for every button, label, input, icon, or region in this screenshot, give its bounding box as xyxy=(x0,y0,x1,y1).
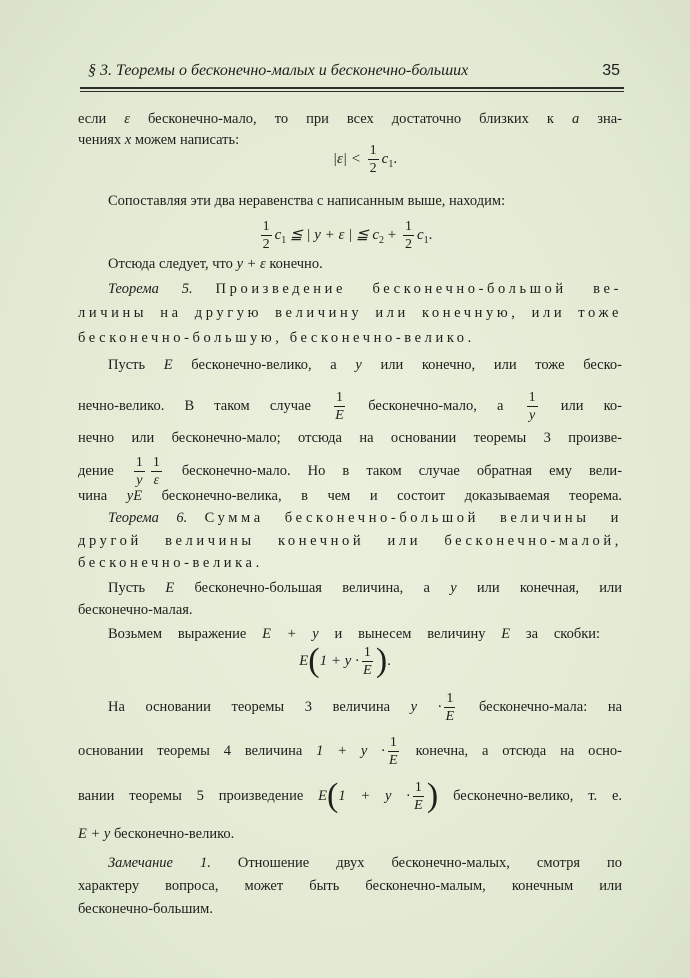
text-segment: 1 xyxy=(389,735,397,751)
text-segment: Сопоставляя эти два неравенства с написанным выше, находим: xyxy=(108,193,506,209)
text-segment: c xyxy=(416,227,424,243)
text-segment: 1 xyxy=(369,143,377,159)
text-segment: бесконечно-большую, бесконечно-велико. xyxy=(78,330,475,346)
text-segment: 1 xyxy=(528,390,536,406)
header-rule xyxy=(80,87,624,89)
theorem-5-line xyxy=(78,304,622,322)
text-segment: y xyxy=(528,408,536,424)
text-line xyxy=(78,455,623,489)
text-segment: конечно. xyxy=(269,256,323,272)
text-segment: Пусть xyxy=(108,580,146,596)
text-line xyxy=(108,625,600,643)
text-segment: 2 xyxy=(379,235,385,246)
text-segment: y xyxy=(450,580,457,596)
text-segment: ( xyxy=(326,777,339,814)
text-segment: личины на другую величину или конечную, или тоже xyxy=(78,305,622,321)
text-line xyxy=(78,131,622,149)
remark-label: Замечание 1. xyxy=(108,855,211,871)
text-segment: конечна, а отсюда на осно- xyxy=(415,743,623,759)
text-segment: бесконечно-мало, а xyxy=(368,398,504,414)
text-segment: c xyxy=(381,151,389,167)
fraction xyxy=(151,454,162,489)
text-segment: Отношение двух бесконечно-малых, смотря по xyxy=(237,855,623,871)
text-segment: 1 xyxy=(414,780,422,796)
text-segment: 1 xyxy=(446,691,454,707)
text-segment: бесконечно-велика. xyxy=(78,555,263,571)
text-segment: y xyxy=(136,473,143,489)
text-segment: y xyxy=(355,357,362,373)
text-segment: 1 xyxy=(363,645,371,661)
text-segment: Произведение бесконечно-большой ве- xyxy=(215,281,622,297)
fraction xyxy=(368,142,379,177)
text-segment: 2 xyxy=(369,161,377,177)
page-number: 35 xyxy=(602,62,620,79)
fraction xyxy=(334,389,345,424)
text-segment: бесконечно-большая величина, а xyxy=(194,580,430,596)
text-segment: 1 xyxy=(262,219,270,235)
text-line xyxy=(78,877,622,895)
text-segment: другой величины конечной или бесконечно-малой, xyxy=(78,533,622,549)
text-segment: E + y xyxy=(78,826,111,842)
text-segment: E xyxy=(363,663,372,679)
text-segment: чениях xyxy=(78,132,122,148)
text-segment: E + y xyxy=(262,626,319,642)
text-segment: бесконечно-малая. xyxy=(78,602,193,618)
text-segment: 1 xyxy=(152,455,160,471)
text-segment: чина xyxy=(78,488,108,504)
text-segment: или ко- xyxy=(560,398,623,414)
text-segment: a xyxy=(571,111,580,127)
text-segment: 2 xyxy=(404,237,412,253)
fraction xyxy=(413,779,424,814)
text-segment: E xyxy=(165,580,175,596)
fraction xyxy=(403,218,414,253)
text-segment: 1 xyxy=(336,390,344,406)
text-segment: y + ε xyxy=(236,256,266,272)
text-segment: x xyxy=(124,132,132,148)
text-segment: Возьмем выражение xyxy=(108,626,247,642)
text-segment: E xyxy=(163,357,173,373)
text-segment: . xyxy=(428,227,433,243)
text-segment: E xyxy=(318,788,327,804)
text-segment: бесконечно-велико, т. е. xyxy=(453,788,623,804)
text-segment: бесконечно-мало, то при всех достаточно близких к xyxy=(147,111,554,127)
text-segment: бесконечно-мала: на xyxy=(478,699,623,715)
text-segment: за скобки: xyxy=(525,626,601,642)
text-segment: 1 xyxy=(388,159,394,170)
remark-line xyxy=(108,854,622,872)
fraction xyxy=(388,734,399,769)
header-rule-thin xyxy=(80,91,624,92)
text-segment: + xyxy=(387,227,397,243)
text-segment: E xyxy=(335,408,344,424)
text-segment: 2 xyxy=(262,237,270,253)
text-segment: 1 xyxy=(135,455,143,471)
text-segment: бесконечно-велика, в чем и состоит доказываемая теорема. xyxy=(161,488,623,504)
text-segment: 1 xyxy=(281,235,287,246)
text-line xyxy=(78,110,622,128)
text-segment: бесконечно-велико. xyxy=(113,826,235,842)
text-line xyxy=(78,735,623,769)
text-segment: c xyxy=(274,227,282,243)
text-segment: бесконечно-велико, а xyxy=(191,357,337,373)
running-header xyxy=(88,62,620,84)
text-segment: или конечная, или xyxy=(476,580,623,596)
text-segment: ) xyxy=(375,642,388,679)
text-segment: E xyxy=(414,798,423,814)
text-segment: нечно или бесконечно-мало; отсюда на основании теоремы 3 произве- xyxy=(78,430,622,446)
text-segment: ε xyxy=(124,111,130,127)
text-segment: ) xyxy=(426,777,439,814)
formula-inequality-1 xyxy=(20,143,690,177)
text-segment: или конечно, или тоже беско- xyxy=(380,357,623,373)
text-segment: 1 + y · xyxy=(338,788,410,804)
theorem-5-line xyxy=(78,329,622,347)
text-segment: 1 xyxy=(404,219,412,235)
theorem-5-line xyxy=(108,280,622,298)
text-segment: E xyxy=(445,709,455,725)
theorem-6-line xyxy=(108,509,622,527)
text-segment: можем написать: xyxy=(134,132,240,148)
text-segment: основании теоремы 4 величина xyxy=(78,743,303,759)
text-segment: c xyxy=(372,227,380,243)
text-segment: дение xyxy=(78,463,114,479)
text-segment: характеру вопроса, может быть бесконечно-малым, конечным или xyxy=(78,878,622,894)
text-segment: Сумма бесконечно-большой величины и xyxy=(204,510,623,526)
text-segment: бесконечно-большим. xyxy=(78,901,213,917)
text-line xyxy=(78,429,622,447)
text-segment: ε xyxy=(153,473,160,489)
text-segment: Пусть xyxy=(108,357,146,373)
text-segment: ( xyxy=(308,642,320,679)
text-line xyxy=(78,825,622,843)
text-segment: если xyxy=(78,111,107,127)
text-segment: 1 + y · xyxy=(319,653,359,669)
theorem-label: Теорема 5. xyxy=(108,281,193,297)
text-segment: и вынесем величину xyxy=(334,626,486,642)
text-segment: 1 + y · xyxy=(316,743,385,759)
text-segment: зна- xyxy=(597,111,623,127)
text-segment: На основании теоремы 3 величина xyxy=(108,699,391,715)
text-line xyxy=(78,601,622,619)
text-line xyxy=(108,579,622,597)
formula-inequality-2 xyxy=(0,219,690,253)
fraction xyxy=(444,690,455,725)
text-line xyxy=(78,390,623,424)
text-segment: y · xyxy=(410,699,442,715)
text-line xyxy=(108,255,622,273)
theorem-6-line xyxy=(78,532,622,550)
text-line xyxy=(78,900,622,918)
text-segment: E xyxy=(389,753,398,769)
text-line xyxy=(78,777,623,814)
text-segment: yE xyxy=(126,488,143,504)
text-line xyxy=(108,691,623,725)
text-segment: ≦ | y + ε | ≦ xyxy=(290,227,369,243)
fraction xyxy=(134,454,145,489)
text-segment: . xyxy=(393,151,398,167)
text-segment: вании теоремы 5 произведение xyxy=(78,788,304,804)
fraction xyxy=(261,218,272,253)
text-line xyxy=(108,192,622,210)
text-segment: бесконечно-мало. Но в таком случае обратная ему вели- xyxy=(181,463,623,479)
theorem-6-line xyxy=(78,554,622,572)
text-line xyxy=(78,487,622,505)
fraction xyxy=(527,389,538,424)
formula-factored xyxy=(0,642,690,679)
text-line xyxy=(108,356,622,374)
text-segment: Отсюда следует, что xyxy=(108,256,233,272)
theorem-label: Теорема 6. xyxy=(108,510,188,526)
text-segment: |ε| < xyxy=(332,151,361,167)
header-title: § 3. Теоремы о бесконечно-малых и бесконечно-больших xyxy=(88,62,469,79)
text-segment: нечно-велико. В таком случае xyxy=(78,398,311,414)
text-segment: . xyxy=(387,653,391,669)
fraction xyxy=(362,644,373,679)
text-segment: 1 xyxy=(423,235,429,246)
text-segment: E xyxy=(501,626,511,642)
text-segment: E xyxy=(299,653,309,669)
